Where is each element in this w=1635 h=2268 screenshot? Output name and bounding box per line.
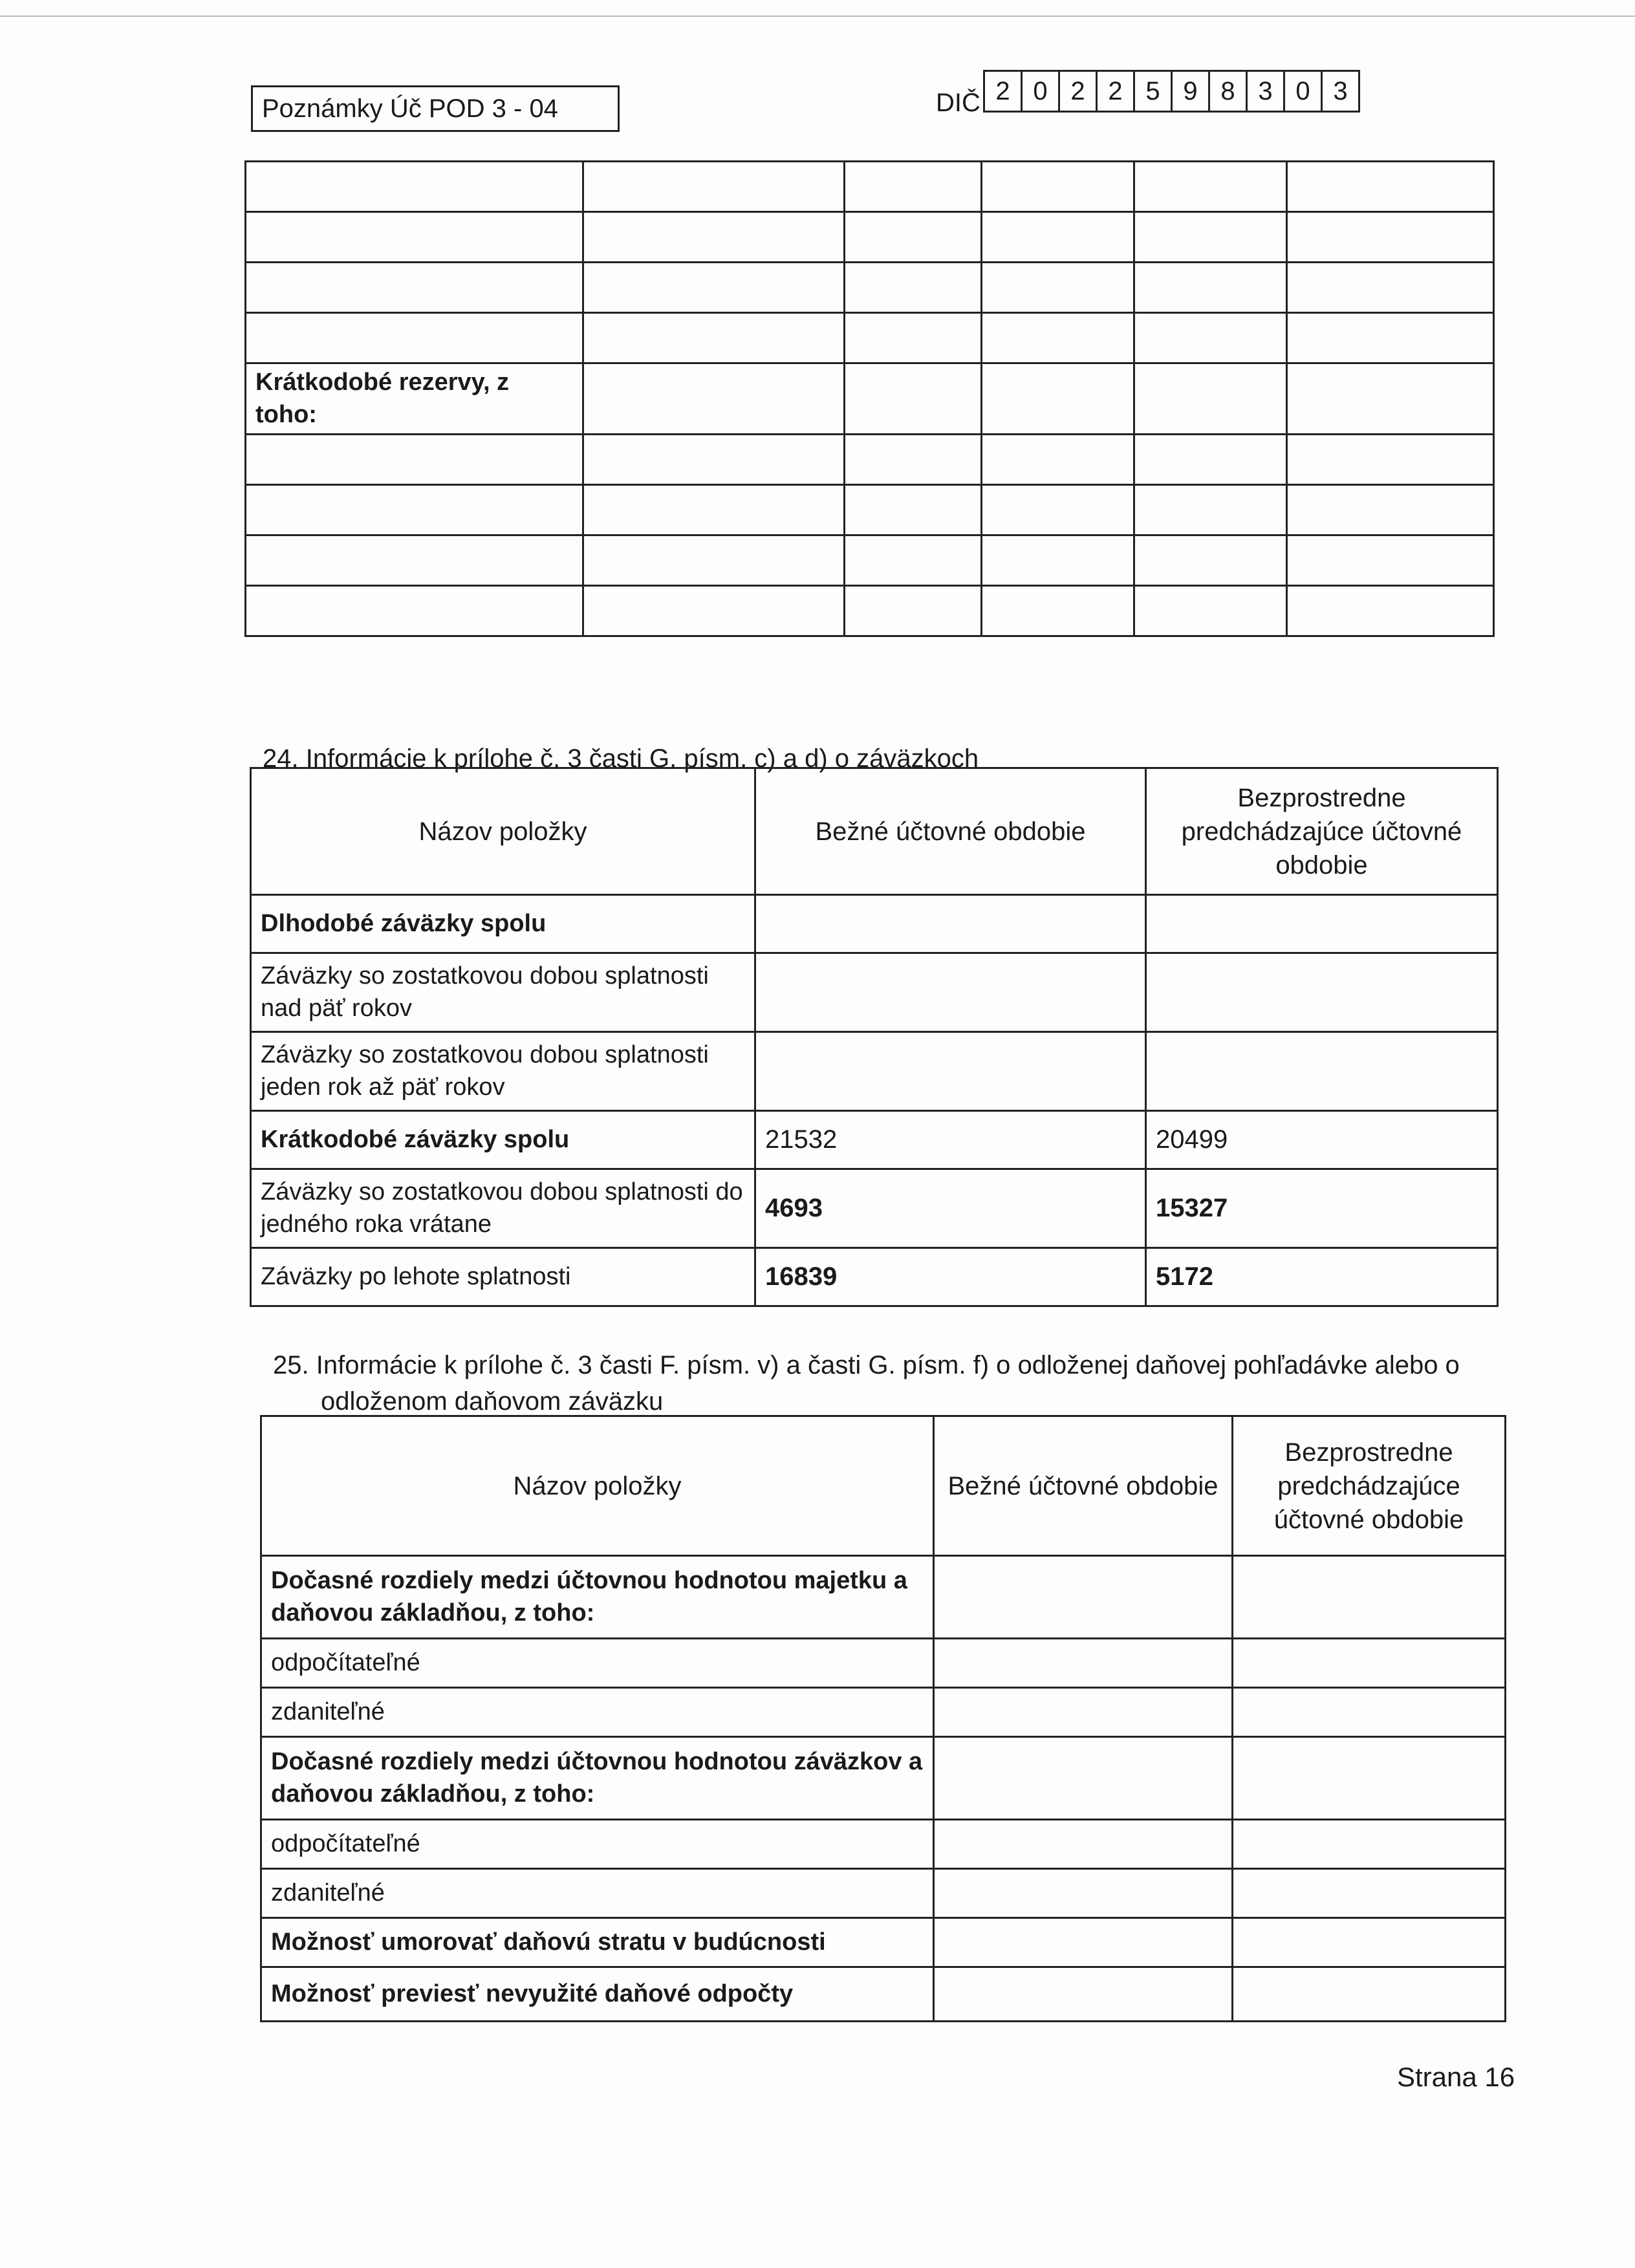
section-24-title: 24. Informácie k prílohe č. 3 časti G. písm. c) a d) o záväzkoch [263,744,979,773]
table-row [246,212,1494,263]
table-row [251,895,1498,953]
table-row [261,1918,1506,1967]
table-row [261,1688,1506,1737]
table-header-row [261,1416,1506,1556]
table-header-row [251,768,1498,895]
table-row [246,313,1494,363]
previous-value-cell[interactable] [1146,953,1498,1032]
table-row [251,953,1498,1032]
current-value-cell[interactable] [755,895,1146,953]
previous-value-cell[interactable]: 20499 [1146,1111,1498,1169]
provisions-table [244,160,1495,637]
dic-digit: 9 [1173,72,1210,111]
dic-digit: 2 [985,72,1023,111]
previous-value-cell[interactable] [1146,1032,1498,1111]
table-row [246,363,1494,435]
page-number: Strana 16 [1397,2062,1515,2092]
table-row [246,586,1494,636]
current-value-cell[interactable] [934,1869,1233,1918]
current-value-cell[interactable] [934,1639,1233,1688]
row-label: zdaniteľné [261,1869,934,1918]
row-label: Záväzky so zostatkovou dobou splatnosti nad päť rokov [251,953,755,1032]
current-value-cell[interactable] [934,1688,1233,1737]
col-header-current: Bežné účtovné obdobie [934,1416,1233,1556]
deferred-tax-table [260,1415,1506,2022]
table-row [246,263,1494,313]
row-label: odpočítateľné [261,1639,934,1688]
row-label: Záväzky so zostatkovou dobou splatnosti do jedného roka vrátane [251,1169,755,1248]
table-row [261,1820,1506,1869]
liabilities-table [250,767,1499,1307]
row-label: Záväzky so zostatkovou dobou splatnosti jeden rok až päť rokov [251,1032,755,1111]
dic-label: DIČ [936,89,980,117]
dic-digit: 0 [1023,72,1060,111]
current-value-cell[interactable] [934,1737,1233,1820]
table-row [251,1032,1498,1111]
dic-digit: 2 [1098,72,1135,111]
current-value-cell[interactable] [755,1032,1146,1111]
dic-digit: 3 [1323,72,1360,111]
previous-value-cell[interactable] [1233,1918,1506,1967]
col-header-name: Názov položky [251,768,755,895]
form-code-box: Poznámky Úč POD 3 - 04 [251,85,620,132]
provisions-label: Krátkodobé rezervy, z toho: [246,363,583,435]
previous-value-cell[interactable] [1233,1820,1506,1869]
current-value-cell[interactable] [755,953,1146,1032]
current-value-cell[interactable]: 4693 [755,1169,1146,1248]
table-row [251,1169,1498,1248]
current-value-cell[interactable] [934,1556,1233,1639]
previous-value-cell[interactable] [1233,1688,1506,1737]
current-value-cell[interactable]: 16839 [755,1248,1146,1306]
table-row [246,535,1494,586]
previous-value-cell[interactable]: 15327 [1146,1169,1498,1248]
section-25-title-cont: odloženom daňovom záväzku [321,1387,664,1416]
previous-value-cell[interactable] [1233,1967,1506,2022]
current-value-cell[interactable]: 21532 [755,1111,1146,1169]
dic-digit: 3 [1248,72,1285,111]
current-value-cell[interactable] [934,1918,1233,1967]
table-row [261,1556,1506,1639]
row-label: odpočítateľné [261,1820,934,1869]
row-label: Krátkodobé záväzky spolu [251,1111,755,1169]
section-25-title: 25. Informácie k prílohe č. 3 časti F. písm. v) a časti G. písm. f) o odloženej daňovej pohľadávke alebo o [273,1351,1460,1379]
table-row [261,1967,1506,2022]
dic-digit: 0 [1285,72,1323,111]
current-value-cell[interactable] [934,1820,1233,1869]
page-top-rule [0,16,1635,17]
col-header-previous: Bezprostredne predchádzajúce účtovné obdobie [1146,768,1498,895]
table-row [246,435,1494,485]
dic-digit: 5 [1135,72,1173,111]
row-label: Dočasné rozdiely medzi účtovnou hodnotou majetku a daňovou základňou, z toho: [261,1556,934,1639]
table-row [261,1869,1506,1918]
table-row [261,1639,1506,1688]
current-value-cell[interactable] [934,1967,1233,2022]
row-label: Možnosť previesť nevyužité daňové odpočty [261,1967,934,2022]
previous-value-cell[interactable] [1233,1556,1506,1639]
dic-digit: 8 [1210,72,1248,111]
row-label: Dočasné rozdiely medzi účtovnou hodnotou záväzkov a daňovou základňou, z toho: [261,1737,934,1820]
table-row [251,1111,1498,1169]
table-row [246,162,1494,212]
previous-value-cell[interactable]: 5172 [1146,1248,1498,1306]
dic-digit-boxes [983,70,1360,113]
previous-value-cell[interactable] [1233,1737,1506,1820]
table-row [261,1737,1506,1820]
previous-value-cell[interactable] [1146,895,1498,953]
col-header-previous: Bezprostredne predchádzajúce účtovné obdobie [1233,1416,1506,1556]
row-label: Záväzky po lehote splatnosti [251,1248,755,1306]
dic-digit: 2 [1060,72,1098,111]
table-row [246,485,1494,535]
previous-value-cell[interactable] [1233,1869,1506,1918]
col-header-current: Bežné účtovné obdobie [755,768,1146,895]
previous-value-cell[interactable] [1233,1639,1506,1688]
row-label: Možnosť umorovať daňovú stratu v budúcnosti [261,1918,934,1967]
table-row [251,1248,1498,1306]
row-label: Dlhodobé záväzky spolu [251,895,755,953]
row-label: zdaniteľné [261,1688,934,1737]
col-header-name: Názov položky [261,1416,934,1556]
